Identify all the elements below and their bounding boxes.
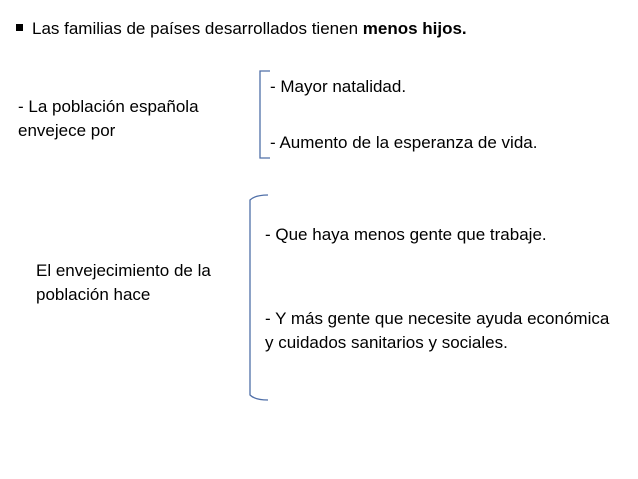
population-aging-label: - La población española envejece por (18, 97, 199, 140)
cause-item-birthrate: - Mayor natalidad. (270, 77, 407, 96)
aging-effects-label: El envejecimiento de la población hace (36, 261, 211, 304)
heading-text: Las familias de países desarrollados tienen (32, 19, 363, 38)
cause-item-life-expectancy: - Aumento de la esperanza de vida. (270, 133, 538, 152)
effect-item-fewer-workers: - Que haya menos gente que trabaje. (265, 225, 547, 244)
heading-bold-text: menos hijos. (362, 19, 467, 38)
effect-item-more-dependents: - Y más gente que necesite ayuda económica y cuidados sanitarios y sociales. (265, 309, 610, 352)
